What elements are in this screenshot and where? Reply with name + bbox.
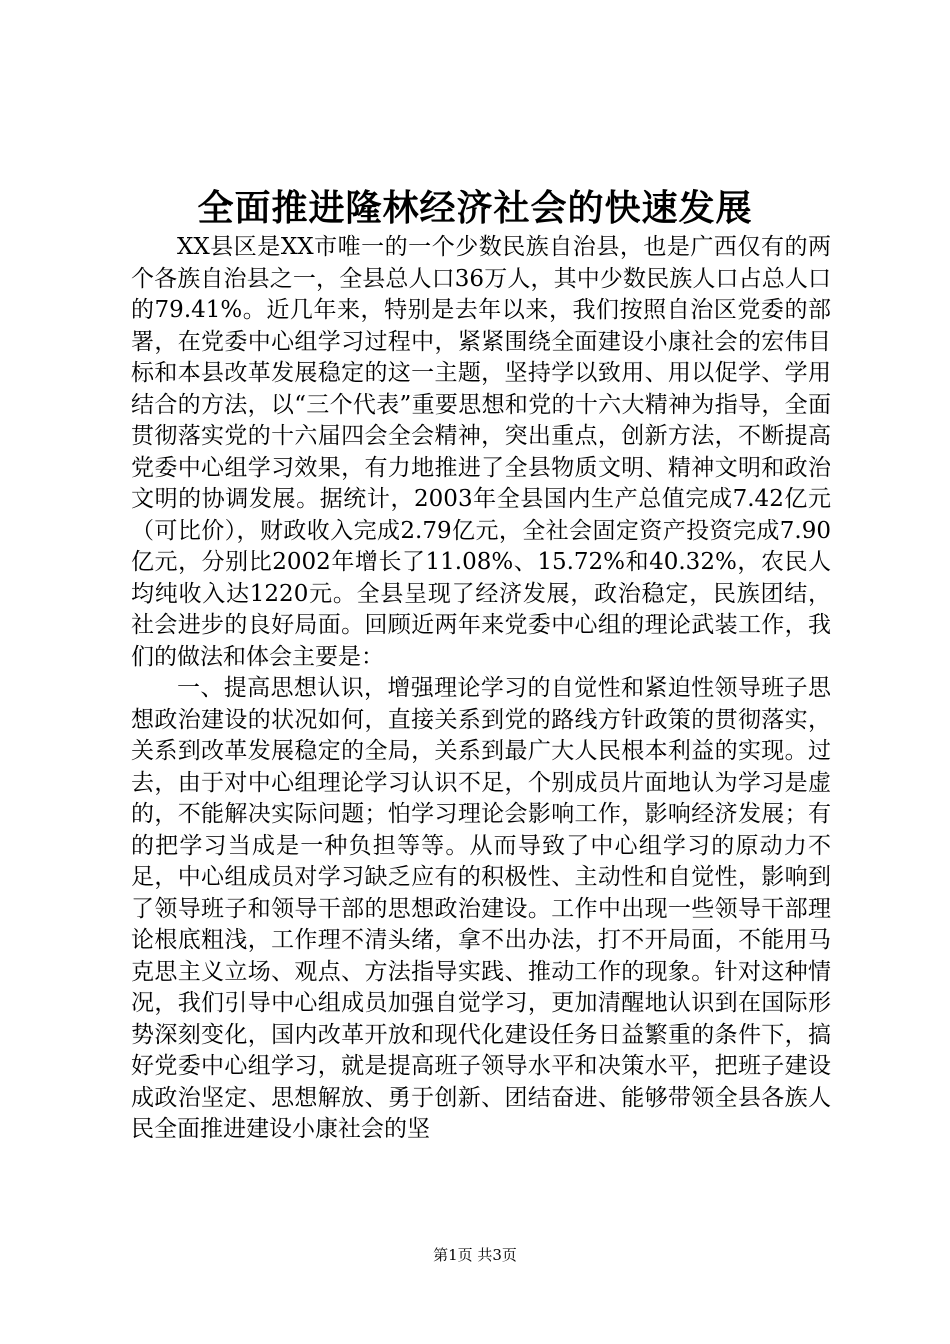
document-title: 全面推进隆林经济社会的快速发展 [197,188,753,229]
document-body [131,232,831,1146]
paragraph-intro: XX县区是XX市唯一的一个少数民族自治县，也是广西仅有的两个各族自治县之一，全县总人口36万人，其中少数民族人口占总人口的79.41%。近几年来，特别是去年以来，我们按照自治区党委的部署，在党委中心组学习过程中，紧紧围绕全面建设小康社会的宏伟目标和本县改革发展稳定的这一主题，坚持学以致用、用以促学、学用结合的方法，以“三个代表”重要思想和党的十六大精神为指导，全面贯彻落实党的十六届四会全会精神，突出重点，创新方法，不断提高党委中心组学习效果，有力地推进了全县物质文明、精神文明和政治文明的协调发展。据统计，2003年全县国内生产总值完成7.42亿元（可比价），财政收入完成2.79亿元，全社会固定资产投资完成7.90亿元，分别比2002年增长了11.08%、15.72%和40.32%，农民人均纯收入达1220元。全县呈现了经济发展，政治稳定，民族团结，社会进步的良好局面。回顾近两年来党委中心组的理论武装工作，我们的做法和体会主要是： [131,234,831,670]
paragraph-section-one: 一、提高思想认识，增强理论学习的自觉性和紧迫性领导班子思想政治建设的状况如何，直接关系到党的路线方针政策的贯彻落实，关系到改革发展稳定的全局，关系到最广大人民根本利益的实现。过去，由于对中心组理论学习认识不足，个别成员片面地认为学习是虚的，不能解决实际问题；怕学习理论会影响工作，影响经济发展；有的把学习当成是一种负担等等。从而导致了中心组学习的原动力不足，中心组成员对学习缺乏应有的积极性、主动性和自觉性，影响到了领导班子和领导干部的思想政治建设。工作中出现一些领导干部理论根底粗浅，工作理不清头绪，拿不出办法，打不开局面，不能用马克思主义立场、观点、方法指导实践、推动工作的现象。针对这种情况，我们引导中心组成员加强自觉学习，更加清醒地认识到在国际形势深刻变化，国内改革开放和现代化建设任务日益繁重的条件下，搞好党委中心组学习，就是提高班子领导水平和决策水平，把班子建设成政治坚定、思想解放、勇于创新、团结奋进、能够带领全县各族人民全面推进建设小康社会的坚 [131,675,831,1142]
page-number-footer: 第1页 共3页 [433,1246,517,1264]
